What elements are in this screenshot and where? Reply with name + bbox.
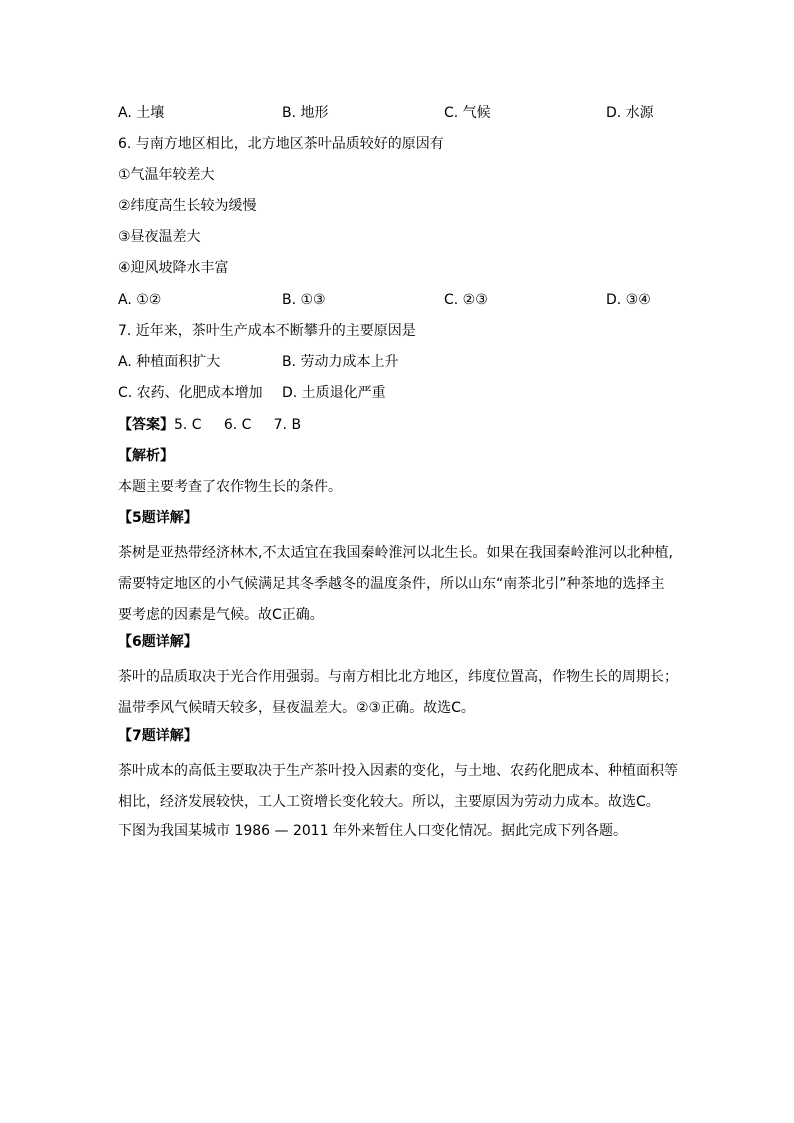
q6-item-4: ④迎风坡降水丰富	[118, 260, 229, 276]
q7-option-b: B. 劳动力成本上升	[282, 354, 399, 370]
answer-line	[118, 416, 301, 434]
q5-detail-heading: 【5题详解】	[118, 510, 198, 526]
answer-label: 【答案】	[118, 417, 174, 433]
q6-detail-heading: 【6题详解】	[118, 634, 198, 650]
q6-option-d: D. ③④	[606, 292, 651, 308]
q6-stem: 6. 与南方地区相比，北方地区茶叶品质较好的原因有	[118, 136, 444, 152]
q6-detail-text: 茶叶的品质取决于光合作用强弱。与南方相比北方地区，纬度位置高，作物生长的周期长；温带季风气候晴天较多，昼夜温差大。②③正确。故选C。	[118, 669, 678, 716]
q7-option-d: D. 土质退化严重	[282, 385, 386, 401]
answer-text: 5. C 6. C 7. B	[174, 417, 302, 433]
q5-option-c: C. 气候	[444, 105, 491, 121]
analysis-label: 【解析】	[118, 448, 174, 464]
q5-detail-text: 茶树是亚热带经济林木,不太适宜在我国秦岭淮河以北生长。如果在我国秦岭淮河以北种植,需要特定地区的小气候满足其冬季越冬的温度条件，所以山东“南茶北引”种茶地的选择主要考虑的因素是气候。故C正确。	[118, 545, 673, 623]
q5-option-a: A. 土壤	[118, 105, 165, 121]
q6-item-2: ②纬度高生长较为缓慢	[118, 198, 257, 214]
q7-detail-text: 茶叶成本的高低主要取决于生产茶叶投入因素的变化，与土地、农药化肥成本、种植面积等相比，经济发展较快，工人工资增长变化较大。所以，主要原因为劳动力成本。故选C。	[118, 763, 678, 810]
analysis-intro: 本题主要考查了农作物生长的条件。	[118, 479, 342, 495]
q6-option-c: C. ②③	[444, 292, 488, 308]
q6-option-b: B. ①③	[282, 292, 326, 308]
q7-option-c: C. 农药、化肥成本增加	[118, 385, 263, 401]
q7-detail-heading: 【7题详解】	[118, 728, 198, 744]
q7-stem: 7. 近年来，茶叶生产成本不断攀升的主要原因是	[118, 323, 416, 339]
q6-item-1: ①气温年较差大	[118, 167, 215, 183]
q5-option-b: B. 地形	[282, 105, 329, 121]
q5-option-d: D. 水源	[606, 105, 654, 121]
q7-option-a: A. 种植面积扩大	[118, 354, 221, 370]
q6-option-a: A. ①②	[118, 292, 162, 308]
next-section-intro: 下图为我国某城市 1986 — 2011 年外来暂住人口变化情况。据此完成下列各题。	[118, 823, 628, 839]
q6-item-3: ③昼夜温差大	[118, 229, 201, 245]
